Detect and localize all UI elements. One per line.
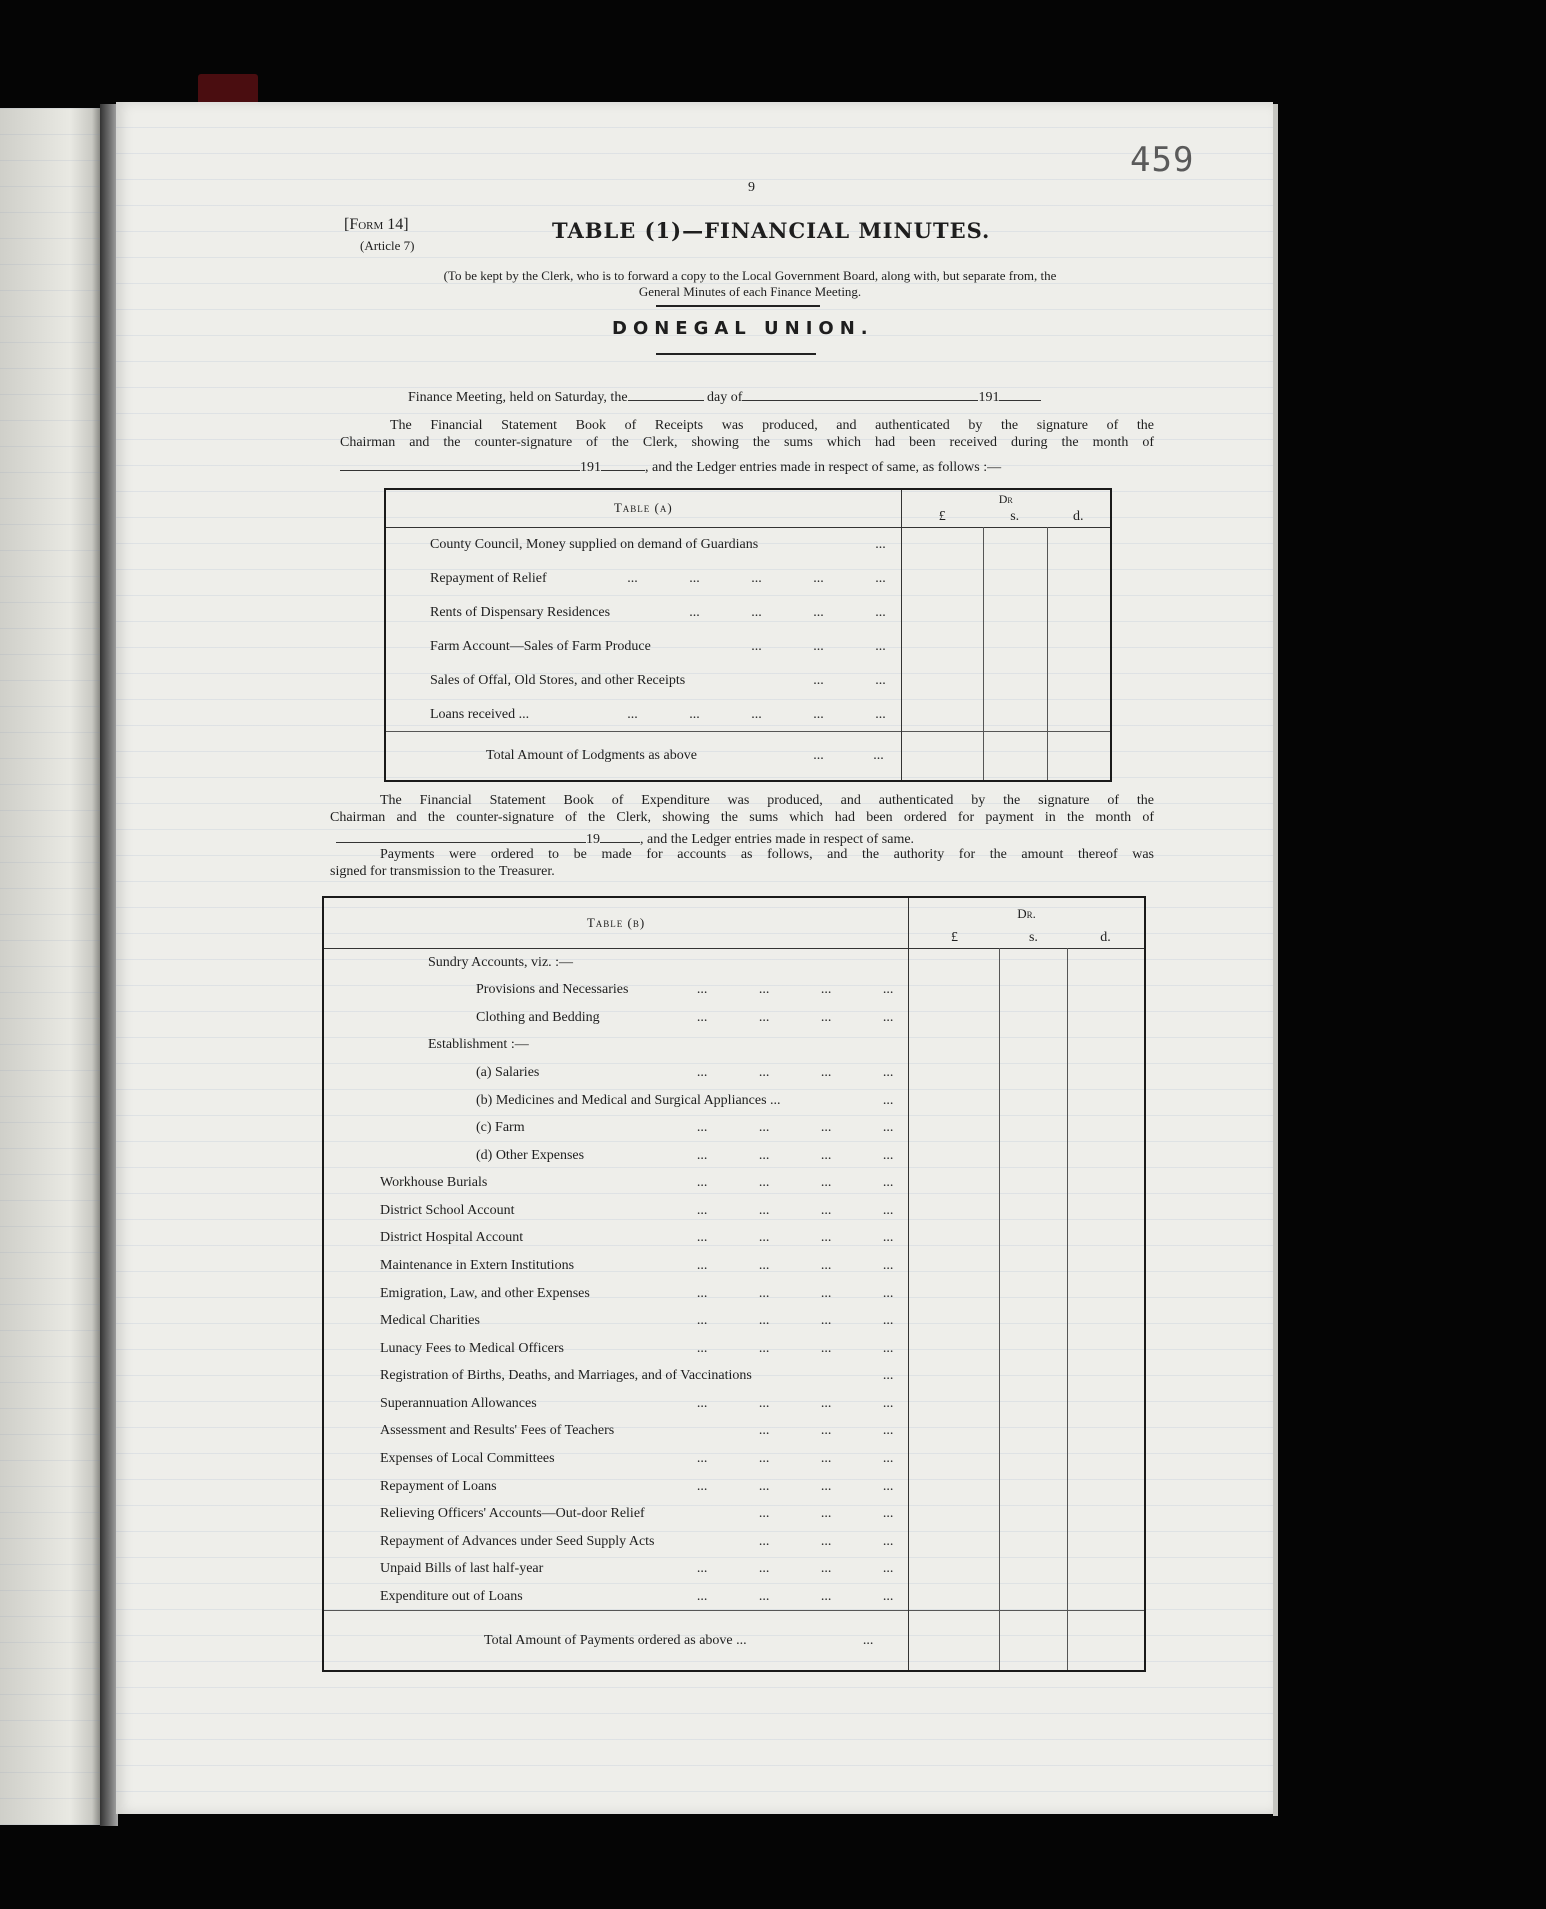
amount-cell-shillings [1000,1252,1068,1280]
amount-cell-shillings [1000,1225,1068,1253]
table-a-row [385,630,1111,664]
table-a-row [385,596,1111,630]
amount-cell-pence [1067,1004,1145,1032]
amount-cell-pence [1067,1225,1145,1253]
amount-cell-pounds [909,1059,1000,1087]
meeting-line [408,390,1041,406]
amount-cell-pounds [909,1114,1000,1142]
payments-line-1: Payments were ordered to be made for accounts as follows, and the authority for the amount thereof was [380,847,1154,862]
row-description [323,976,909,1004]
leader-dots: ... ... ... ... [696,1147,894,1163]
amount-cell-pence [1067,1197,1145,1225]
table-a-heading: Table (a) [385,489,901,527]
row-description [323,1225,909,1253]
row-label: Emigration, Law, and other Expenses [380,1285,590,1301]
amount-cell-shillings [983,527,1047,561]
leader-dots: ... ... ... ... [696,1064,894,1080]
table-b-row [323,1059,1145,1087]
table-b-row [323,1363,1145,1391]
instruction-line-1: (To be kept by the Clerk, who is to forward a copy to the Local Government Board, along with, but separate from, the [443,268,1057,283]
leader-dots: ... ... ... ... [696,1230,894,1246]
table-b-row [323,1445,1145,1473]
table-b-total-row [323,1611,909,1671]
amount-cell-shillings [1000,1114,1068,1142]
amount-cell-pence [1067,1418,1145,1446]
amount-cell-pounds [909,1307,1000,1335]
leader-dots: ... ... ... ... [696,1395,894,1411]
divider-rule [656,305,820,307]
amount-cell-pence [1047,630,1111,664]
leader-dots: ... ... ... ... [696,1313,894,1329]
row-description [323,1556,909,1584]
leader-dots: ... ... ... ... [696,982,894,998]
amount-cell-shillings [1000,1197,1068,1225]
row-label: (a) Salaries [476,1064,540,1080]
row-label: Provisions and Necessaries [476,982,629,998]
amount-cell-pence [1067,976,1145,1004]
amount-cell-pence [1067,1583,1145,1611]
leader-dots: ... [875,536,886,552]
table-b-row [323,1197,1145,1225]
receipts-line-3 [340,460,1001,476]
table-b-total-label: Total Amount of Payments ordered as above ... [484,1632,747,1648]
amount-cell-shillings [1000,1583,1068,1611]
shillings-header: s. [1010,508,1020,524]
table-b-row [323,1280,1145,1308]
amount-cell-shillings [983,561,1047,595]
row-label: Assessment and Results' Fees of Teachers [380,1423,615,1439]
receipts-line-1: The Financial Statement Book of Receipts was produced, and authenticated by the signature of the [390,418,1154,433]
amount-cell-pence [1067,1473,1145,1501]
amount-cell-pence [1067,1087,1145,1115]
dr-label: Dr [998,492,1013,506]
amount-cell-pence [1047,527,1111,561]
amount-cell-shillings [1000,1363,1068,1391]
amount-cell-pence [1047,596,1111,630]
amount-cell-pence [1067,1142,1145,1170]
leader-dots: ... ... ... ... [696,1257,894,1273]
table-b-total-pounds [909,1611,1000,1671]
leader-dots: ... ... ... [758,1506,894,1522]
amount-cell-shillings [1000,1556,1068,1584]
amount-cell-pounds [909,1500,1000,1528]
leader-dots: ... ... ... ... [696,1451,894,1467]
amount-cell-pounds [909,1252,1000,1280]
row-label: Expenses of Local Committees [380,1451,555,1467]
row-label: Repayment of Loans [380,1478,497,1494]
amount-cell-pounds [901,630,983,664]
amount-cell-pounds [909,1004,1000,1032]
amount-cell-pounds [909,949,1000,977]
table-b-row [323,1583,1145,1611]
amount-cell-pounds [901,527,983,561]
amount-cell-pounds [909,1390,1000,1418]
leader-dots: ... ... ... [758,1533,894,1549]
row-description [323,1114,909,1142]
row-description [323,1445,909,1473]
amount-cell-shillings [1000,1059,1068,1087]
amount-cell-pence [1067,1445,1145,1473]
amount-cell-pounds [901,664,983,698]
amount-cell-pence [1067,1500,1145,1528]
leader-dots: ... [882,1092,894,1108]
table-a-row [385,527,1111,561]
row-description [323,1335,909,1363]
amount-cell-pounds [909,1583,1000,1611]
row-label: Workhouse Burials [380,1175,488,1191]
amount-cell-pounds [909,1197,1000,1225]
amount-cell-shillings [1000,1500,1068,1528]
table-a-total-shillings [983,732,1047,781]
amount-cell-shillings [1000,1280,1068,1308]
divider-rule [656,353,816,355]
amount-cell-pounds [909,1556,1000,1584]
payments-line-2: signed for transmission to the Treasurer. [330,864,555,879]
table-a-row [385,561,1111,595]
row-description [385,527,901,561]
row-label: Sales of Offal, Old Stores, and other Receipts [430,672,686,688]
row-label: Relieving Officers' Accounts—Out-door Relief [380,1506,645,1522]
row-description [323,1059,909,1087]
amount-cell-shillings [1000,1142,1068,1170]
amount-cell-pence [1067,1114,1145,1142]
table-b-row [323,1418,1145,1446]
row-label: Clothing and Bedding [476,1009,600,1025]
table-a-total-label: Total Amount of Lodgments as above [486,748,697,764]
pence-header: d. [1072,508,1084,524]
table-b-row [323,1473,1145,1501]
row-description [323,1418,909,1446]
row-label: Expenditure out of Loans [380,1588,523,1604]
amount-cell-pounds [901,561,983,595]
row-description [323,949,909,977]
row-description [323,1363,909,1391]
amount-cell-pounds [909,1418,1000,1446]
table-b-row [323,1390,1145,1418]
shillings-header: s. [1028,930,1038,946]
pence-header: d. [1100,930,1111,946]
stamp-number: 459 [1130,140,1195,180]
row-label: Repayment of Advances under Seed Supply Acts [380,1533,655,1549]
table-b-dr-header [909,897,1145,949]
row-label: (d) Other Expenses [476,1147,585,1163]
table-b-row [323,1335,1145,1363]
row-label: Lunacy Fees to Medical Officers [380,1340,565,1356]
table-a-total-pounds [901,732,983,781]
leader-dots: ... ... ... ... [696,1561,894,1577]
receipts-tail: , and the Ledger entries made in respect of same, as follows :— [645,460,1002,475]
leader-dots: ... ... ... ... [696,1588,894,1604]
article-label: (Article 7) [360,238,415,253]
row-description [323,1142,909,1170]
amount-cell-pence [1067,1252,1145,1280]
row-description [323,1169,909,1197]
blank-year [600,842,640,843]
leader-dots: ... ... ... ... ... [627,570,886,586]
row-label: Unpaid Bills of last half-year [380,1561,544,1577]
amount-cell-pence [1067,1280,1145,1308]
amount-cell-pence [1067,1307,1145,1335]
row-description [323,1390,909,1418]
leader-dots: ... ... ... [758,1423,894,1439]
amount-cell-pence [1067,1363,1145,1391]
row-description [323,1252,909,1280]
amount-cell-pounds [909,976,1000,1004]
table-a-dr-header [901,489,1111,527]
amount-cell-shillings [1000,1473,1068,1501]
table-a [384,488,1112,782]
meeting-year: 191 [978,390,1000,405]
amount-cell-pence [1067,1390,1145,1418]
form-label: [Form 14] [344,216,409,233]
table-b-total-pence [1067,1611,1145,1671]
amount-cell-pounds [909,1445,1000,1473]
row-description [323,1528,909,1556]
amount-cell-pence [1047,561,1111,595]
amount-cell-pounds [909,1473,1000,1501]
amount-cell-shillings [1000,1087,1068,1115]
table-b-row [323,1225,1145,1253]
expenditure-line-1: The Financial Statement Book of Expenditure was produced, and authenticated by the signature of the [380,793,1154,808]
pounds-header: £ [938,508,946,524]
table-b-row [323,1500,1145,1528]
blank-day [628,400,704,401]
amount-cell-pounds [909,1335,1000,1363]
row-label: County Council, Money supplied on demand of Guardians [430,536,759,552]
row-label: Farm Account—Sales of Farm Produce [430,638,651,654]
page-edge [1273,104,1278,1816]
leader-dots: ... ... ... ... [696,1120,894,1136]
table-a-total-row [385,732,901,781]
blank-month [742,400,978,401]
leader-dots: ... ... ... ... [696,1478,894,1494]
row-label: Maintenance in Extern Institutions [380,1257,575,1273]
blank-month [340,470,580,471]
amount-cell-shillings [983,698,1047,732]
left-page-edge [0,108,100,1825]
amount-cell-shillings [983,664,1047,698]
leader-dots: ... ... [813,672,886,688]
payments-paragraph [330,846,1154,880]
row-label: District School Account [380,1202,515,1218]
leader-dots: ... ... ... ... [696,1340,894,1356]
amount-cell-pence [1067,1335,1145,1363]
row-description [385,561,901,595]
row-description [385,698,901,732]
amount-cell-pounds [909,1142,1000,1170]
blank-month [336,842,586,843]
amount-cell-pence [1067,1556,1145,1584]
leader-dots: ... ... ... ... [696,1285,894,1301]
amount-cell-pence [1067,1528,1145,1556]
row-label: Superannuation Allowances [380,1395,537,1411]
leader-dots: ... ... ... [751,638,886,654]
amount-cell-pounds [909,1280,1000,1308]
table-a-row [385,664,1111,698]
table-b-row [323,949,1145,977]
amount-cell-pence [1067,1059,1145,1087]
row-description [323,1500,909,1528]
expenditure-paragraph [330,792,1154,826]
leader-dots: ... [882,1368,894,1384]
amount-cell-shillings [983,630,1047,664]
amount-cell-pence [1047,664,1111,698]
row-description [385,664,901,698]
amount-cell-shillings [1000,1445,1068,1473]
table-b-row [323,1307,1145,1335]
row-label: Loans received ... [430,706,530,722]
amount-cell-pounds [909,1032,1000,1060]
amount-cell-shillings [1000,949,1068,977]
pounds-header: £ [950,930,958,946]
table-b-row [323,1528,1145,1556]
row-description [385,630,901,664]
table-b-total-shillings [1000,1611,1068,1671]
row-description [385,596,901,630]
expenditure-year: 19 [586,832,600,847]
blank-year [999,400,1041,401]
amount-cell-pounds [901,596,983,630]
row-label: (b) Medicines and Medical and Surgical Appliances ... [476,1092,781,1108]
amount-cell-shillings [1000,1418,1068,1446]
amount-cell-pounds [909,1225,1000,1253]
row-label: (c) Farm [476,1120,525,1136]
leader-dots: ... ... ... ... ... [627,706,886,722]
table-b-row [323,1032,1145,1060]
receipts-year: 191 [580,460,601,475]
table-a-row [385,698,1111,732]
table-b-row [323,1556,1145,1584]
amount-cell-pounds [909,1169,1000,1197]
meeting-mid: day of [707,390,743,405]
row-label: Registration of Births, Deaths, and Marriages, and of Vaccinations [380,1368,752,1384]
table-b-row [323,1087,1145,1115]
row-label: District Hospital Account [380,1230,524,1246]
table-b-row [323,1252,1145,1280]
row-label: Medical Charities [380,1313,480,1329]
amount-cell-pence [1067,949,1145,977]
amount-cell-shillings [1000,1390,1068,1418]
row-description [323,1004,909,1032]
amount-cell-shillings [983,596,1047,630]
amount-cell-shillings [1000,1004,1068,1032]
amount-cell-pounds [909,1363,1000,1391]
row-description [323,1197,909,1225]
row-label: Repayment of Relief [430,570,547,586]
row-description [323,1280,909,1308]
table-b [322,896,1146,1672]
amount-cell-shillings [1000,1032,1068,1060]
instruction-text [340,268,1160,300]
table-b-row [323,1114,1145,1142]
dr-label: Dr. [1017,906,1036,921]
row-label: Establishment :— [428,1037,529,1053]
amount-cell-shillings [1000,1528,1068,1556]
leader-dots: ... ... ... ... [696,1175,894,1191]
row-description [323,1307,909,1335]
amount-cell-shillings [1000,1335,1068,1363]
amount-cell-pounds [901,698,983,732]
leader-dots: ... ... ... ... [696,1202,894,1218]
amount-cell-pounds [909,1528,1000,1556]
expenditure-tail: , and the Ledger entries made in respect of same. [640,832,915,847]
amount-cell-pence [1067,1032,1145,1060]
row-description [323,1473,909,1501]
row-label: Rents of Dispensary Residences [430,604,611,620]
page-number: 9 [748,180,755,195]
page-title: TABLE (1)—FINANCIAL MINUTES. [552,218,991,243]
amount-cell-pounds [909,1087,1000,1115]
table-b-row [323,1142,1145,1170]
table-a-total-pence [1047,732,1111,781]
amount-cell-shillings [1000,1307,1068,1335]
blank-year [601,470,645,471]
meeting-prefix: Finance Meeting, held on Saturday, the [408,390,628,405]
table-b-heading: Table (b) [323,897,909,949]
table-b-row [323,1004,1145,1032]
table-b-row [323,976,1145,1004]
row-description [323,1032,909,1060]
receipts-paragraph [340,417,1154,451]
leader-dots: ... ... ... ... [689,604,886,620]
receipts-line-2: Chairman and the counter-signature of the Clerk, showing the sums which had been received during the month of [340,435,1154,450]
amount-cell-pence [1067,1169,1145,1197]
union-name: DONEGAL UNION. [612,318,874,339]
row-label: Sundry Accounts, viz. :— [428,954,574,970]
amount-cell-shillings [1000,1169,1068,1197]
leader-dots: ... [862,1632,874,1648]
instruction-line-2: General Minutes of each Finance Meeting. [638,284,862,299]
leader-dots: ... ... ... ... [696,1009,894,1025]
expenditure-line-2: Chairman and the counter-signature of the Clerk, showing the sums which had been ordered for payment in the month of [330,810,1154,825]
row-description [323,1583,909,1611]
amount-cell-pence [1047,698,1111,732]
amount-cell-shillings [1000,976,1068,1004]
table-b-row [323,1169,1145,1197]
leader-dots: ... ... [813,748,884,764]
row-description [323,1087,909,1115]
